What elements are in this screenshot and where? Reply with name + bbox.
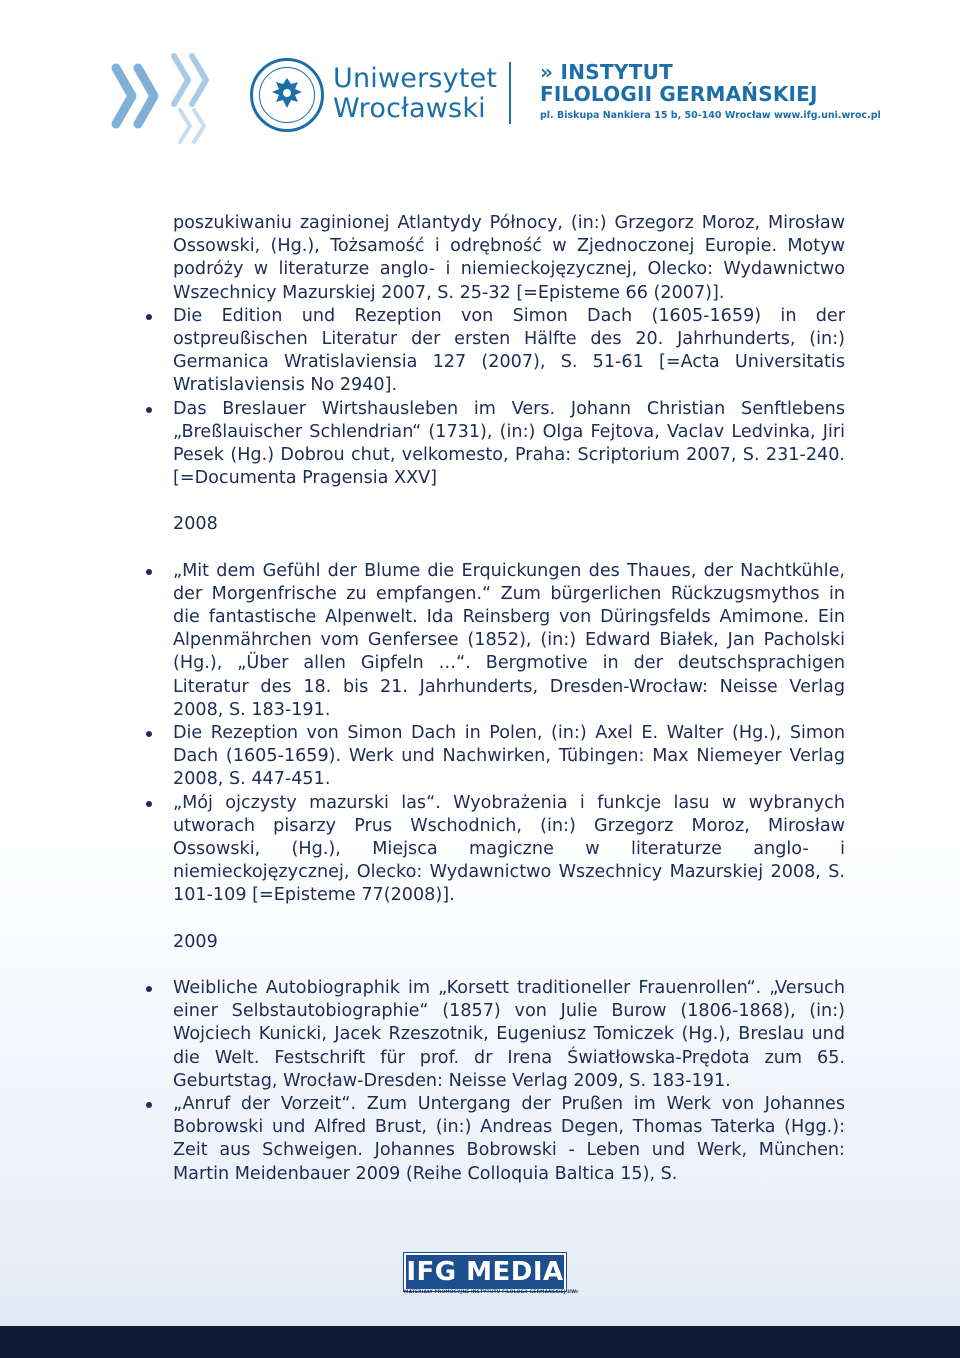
page-header: [0, 0, 960, 150]
university-seal-icon: [250, 58, 324, 132]
university-name: [333, 63, 498, 124]
year-heading-2008: 2008: [173, 514, 218, 535]
ifg-media-logo: IFG MEDIA: [404, 1253, 566, 1291]
institute-name: FILOLOGII GERMAŃSKIEJ: [540, 82, 818, 106]
double-chevron-icon: [108, 50, 218, 145]
year-heading-2009: 2009: [173, 931, 218, 952]
university-name-line2: Wrocławski: [333, 93, 486, 124]
header-divider: [509, 62, 511, 124]
list-item: „Mit dem Gefühl der Blume die Erquickungen des Thaues, der Nachtkühle, der Morgenfrische zu empfangen.“ Zum bürgerlichen Rückzugsmythos in die fantastische Alpenwelt. Ida Reinsberg von Düringsfelds Amimone. Ein Alpenmährchen vom Genfersee (1852), (in:) Edward Białek, Jan Pacholski (Hg.), „Über allen Gipfeln …“. Bergmotive in der deutschsprachigen Literatur des 18. bis 21. Jahrhunderts, Dresden-Wrocław: Neisse Verlag 2008, S. 183-191.: [173, 560, 845, 722]
list-item: Weibliche Autobiographik im „Korsett traditioneller Frauenrollen“. „Versuch einer Selbstautobiographie“ (1857) von Julie Burow (1806-1868), (in:) Wojciech Kunicki, Jacek Rzeszotnik, Eugeniusz Tomiczek (Hg.), Breslau und die Welt. Festschrift für prof. dr Irena Światłowska-Prędota zum 65. Geburtstag, Wrocław-Dresden: Neisse Verlag 2009, S. 183-191.: [173, 977, 845, 1093]
institute-address: pl. Biskupa Nankiera 15 b, 50-140 Wrocław www.ifg.uni.wroc.pl: [540, 110, 881, 121]
footer-bar: [0, 1326, 960, 1358]
list-2008: [173, 560, 845, 908]
list-item: „Anruf der Vorzeit“. Zum Untergang der Prußen im Werk von Johannes Bobrowski und Alfred Brust, (in:) Andreas Degen, Thomas Taterka (Hgg.): Zeit aus Schweigen. Johannes Bobrowski - Leben und Werk, München: Martin Meidenbauer 2009 (Reihe Colloquia Baltica 15), S.: [173, 1093, 845, 1186]
list-item: Die Rezeption von Simon Dach in Polen, (in:) Axel E. Walter (Hg.), Simon Dach (1605-1659). Werk und Nachwirken, Tübingen: Max Niemeyer Verlag 2008, S. 447-451.: [173, 722, 845, 792]
list-2009: [173, 977, 845, 1186]
footer-tagline: MATERIAŁY PROMOCYJNE INSTYTUTU FILOLOGII GERMAŃSKIEJ UWr: [404, 1290, 579, 1295]
list-item: Die Edition und Rezeption von Simon Dach (1605-1659) in der ostpreußischen Literatur der ersten Hälfte des 20. Jahrhunderts, (in:) Germanica Wratislaviensia 127 (2007), S. 51-61 [=Acta Universitatis Wratislaviensis No 2940].: [173, 305, 845, 398]
publication-list: [173, 212, 845, 1186]
institute-label: » INSTYTUT: [540, 60, 674, 84]
list-item: Das Breslauer Wirtshausleben im Vers. Johann Christian Senftlebens „Breßlauischer Schlendrian“ (1731), (in:) Olga Fejtova, Vaclav Ledvinka, Jiri Pesek (Hg.) Dobrou chut, velkomesto, Praha: Scriptorium 2007, S. 231-240. [=Documenta Pragensia XXV]: [173, 398, 845, 491]
intro-paragraph: poszukiwaniu zaginionej Atlantydy Północy, (in:) Grzegorz Moroz, Mirosław Ossowski, (Hg.), Tożsamość i odrębność w Zjednoczonej Europie. Motyw podróży w literaturze anglo- i niemieckojęzycznej, Olecko: Wydawnictwo Wszechnicy Mazurskiej 2007, S. 25-32 [=Episteme 66 (2007)].: [173, 213, 845, 303]
list-item: „Mój ojczysty mazurski las“. Wyobrażenia i funkcje lasu w wybranych utworach pisarzy Prus Wschodnich, (in:) Grzegorz Moroz, Mirosław Ossowski, (Hg.), Miejsca magiczne w literaturze anglo- i niemieckojęzycznej, Olecko: Wydawnictwo Wszechnicy Mazurskiej 2008, S. 101-109 [=Episteme 77(2008)].: [173, 792, 845, 908]
list-2007: [173, 305, 845, 491]
university-name-line1: Uniwersytet: [333, 63, 498, 94]
